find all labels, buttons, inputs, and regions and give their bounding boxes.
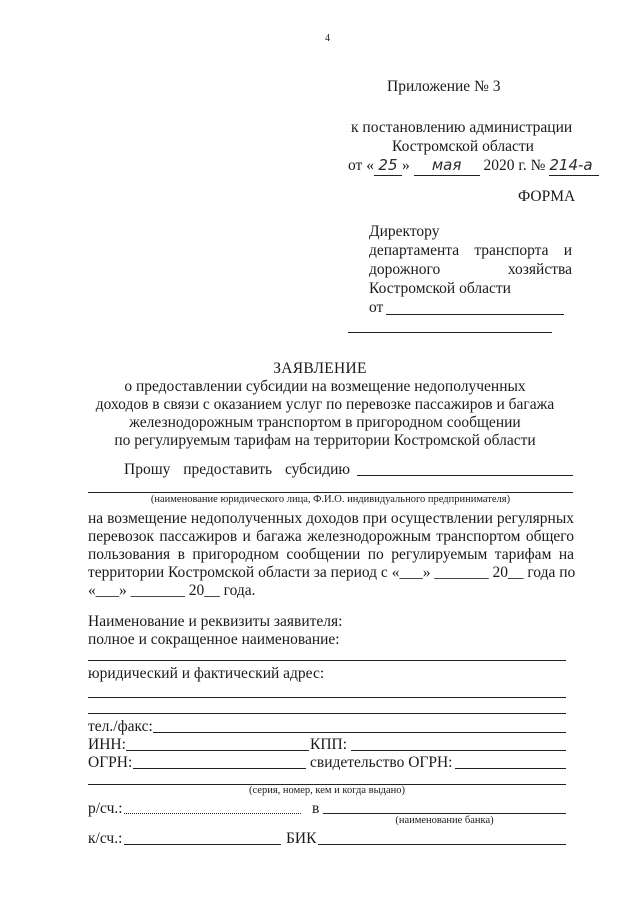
ogrn-cert-label: свидетельство ОГРН: (310, 754, 453, 771)
addressee-word-and: и (563, 242, 572, 259)
subsidy-amount-field[interactable] (357, 475, 573, 476)
addressee-line-3 (369, 260, 572, 279)
addressee-from-label: от (369, 299, 384, 316)
addressee-word-department: департамента (369, 242, 460, 259)
full-name-label: полное и сокращенное наименование: (88, 631, 340, 648)
paragraph-line-4: территории Костромской области за период с «___» _______ 20__ года по (88, 564, 576, 581)
full-name-field[interactable] (88, 660, 566, 661)
date-number: 214-а (549, 156, 599, 176)
decree-date-line (348, 156, 599, 176)
date-month: мая (414, 156, 480, 176)
addressee-extra-field[interactable] (348, 332, 552, 333)
addressee-line-4: Костромской области (369, 280, 511, 297)
addressee-word-economy: хозяйства (507, 261, 572, 278)
ogrn-label: ОГРН: (88, 754, 133, 771)
account-field[interactable] (124, 813, 301, 814)
title-line-2: доходов в связи с оказанием услуг по перевозке пассажиров и багажа (95, 396, 555, 413)
kpp-field[interactable] (351, 750, 566, 751)
inn-label: ИНН: (88, 736, 126, 753)
caption-cert: (серия, номер, кем и когда выдано) (249, 785, 405, 796)
inn-field[interactable] (126, 750, 309, 751)
paragraph-line-3: пользования в пригородном сообщении по регулируемым тарифам на (88, 546, 574, 563)
addressee-word-transport: транспорта (474, 242, 549, 259)
phone-field[interactable] (153, 732, 566, 733)
appendix-label: Приложение № 3 (387, 78, 501, 95)
title-line-3: железнодорожным транспортом в пригородном сообщении (129, 414, 521, 431)
bank-in-label: в (312, 800, 320, 817)
paragraph-line-5: «___» _______ 20__ года. (88, 582, 256, 599)
phone-label: тел./факс: (88, 718, 153, 735)
date-mid: » (401, 157, 410, 174)
addressee-line-2 (369, 241, 572, 260)
ogrn-cert-field[interactable] (455, 768, 566, 769)
bik-field[interactable] (318, 844, 566, 845)
form-label: ФОРМА (518, 188, 576, 205)
paragraph-line-1: на возмещение недополученных доходов при осуществлении регулярных (88, 510, 574, 527)
request-word-2: предоставить (183, 461, 273, 478)
date-day: 25 (374, 156, 402, 176)
bank-name-field[interactable] (323, 813, 566, 814)
account-label: р/сч.: (88, 800, 123, 817)
paragraph-line-2: перевозок пассажиров и багажа железнодорожным транспортом общего (88, 528, 574, 545)
date-year: 2020 г. № (483, 157, 546, 174)
title-line-1: о предоставлении субсидии на возмещение недополученных (124, 378, 526, 395)
title-line-4: по регулируемым тарифам на территории Костромской области (114, 432, 536, 449)
request-word-3: субсидию (284, 461, 350, 478)
document-title: ЗАЯВЛЕНИЕ (273, 360, 367, 377)
kpp-label: КПП: (310, 736, 348, 753)
request-word-1: Прошу (124, 461, 171, 478)
caption-bank: (наименование банка) (395, 815, 494, 826)
request-line (124, 460, 350, 479)
addressee-word-road: дорожного (369, 261, 441, 278)
page-number: 4 (325, 33, 330, 44)
caption-applicant: (наименование юридического лица, Ф.И.О. индивидуального предпринимателя) (150, 494, 511, 505)
corr-account-field[interactable] (124, 844, 281, 845)
corr-account-label: к/сч.: (88, 830, 123, 847)
bik-label: БИК (286, 830, 317, 847)
ogrn-field[interactable] (133, 768, 306, 769)
decree-line-1: к постановлению администрации (351, 119, 573, 136)
addressee-from-field[interactable] (386, 314, 564, 315)
address-field-2[interactable] (88, 713, 566, 714)
applicant-name-field[interactable] (88, 492, 573, 493)
addressee-line-1: Директору (369, 223, 440, 240)
requisites-heading: Наименование и реквизиты заявителя: (88, 613, 343, 630)
address-field-1[interactable] (88, 697, 566, 698)
decree-line-2: Костромской области (392, 138, 534, 155)
address-label: юридический и фактический адрес: (88, 665, 325, 682)
date-prefix: от « (348, 157, 374, 174)
